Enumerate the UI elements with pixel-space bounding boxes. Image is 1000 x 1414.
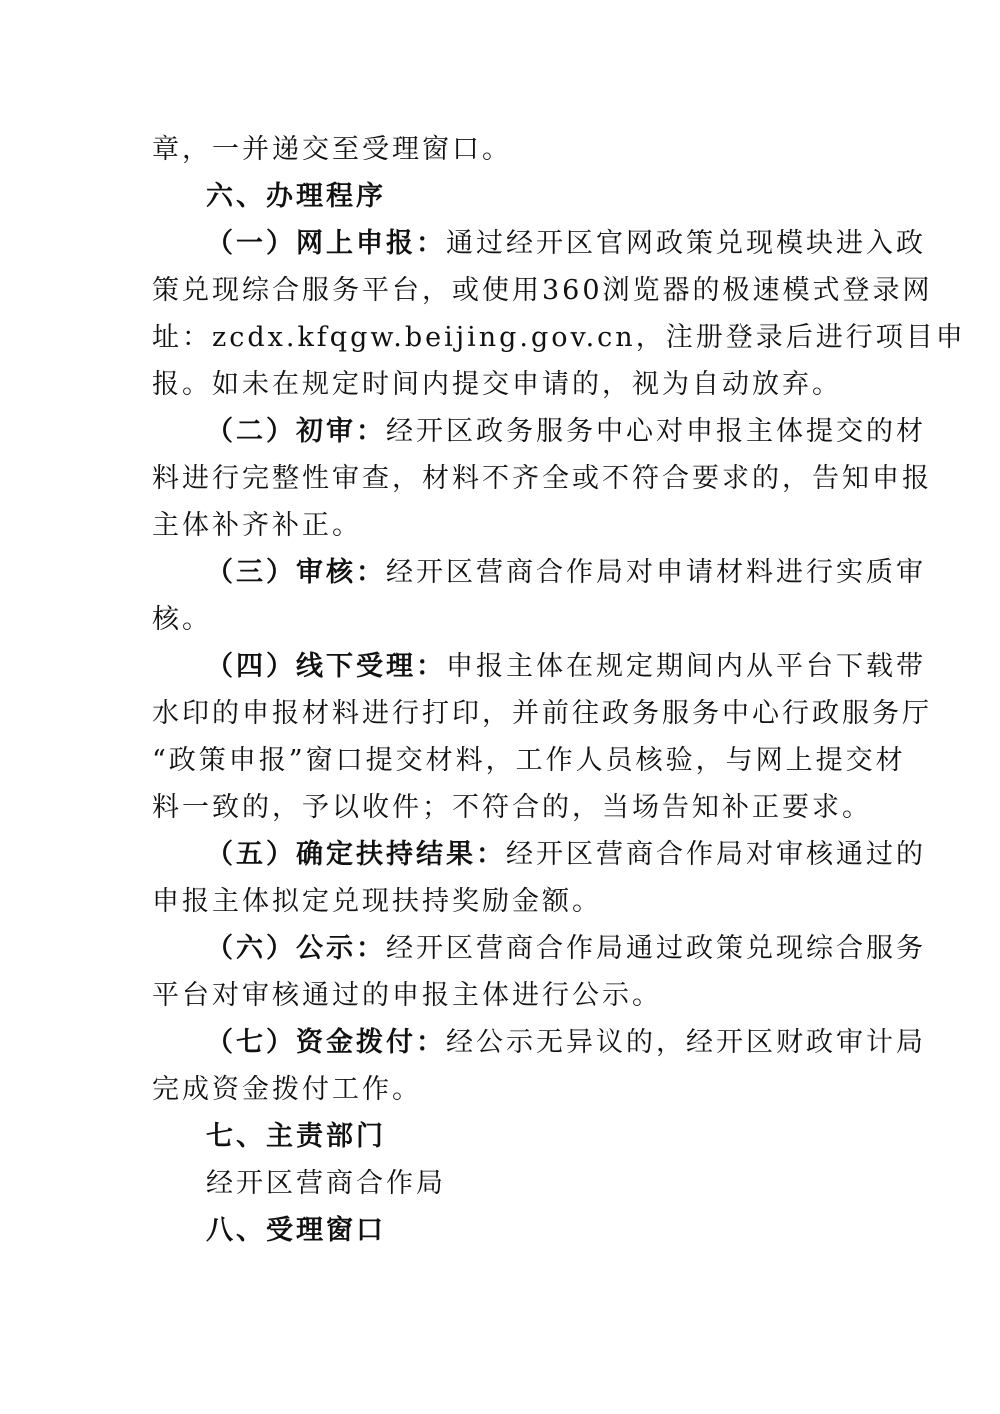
paragraph-audit xyxy=(152,549,926,643)
paragraph-lead: （五）确定扶持结果： xyxy=(206,839,506,870)
paragraph-lead: （四）线下受理： xyxy=(206,651,446,682)
document-body xyxy=(152,126,966,1254)
paragraph-initial-review xyxy=(152,408,932,549)
paragraph-continuation-line: 章，一并递交至受理窗口。 xyxy=(152,134,512,165)
paragraph-text: 经开区政务服务中心对申报主体提交的材 xyxy=(386,416,926,447)
section-heading-acceptance-window: 八、受理窗口 xyxy=(206,1215,386,1246)
paragraph-support-result xyxy=(152,831,926,925)
paragraph-online-application xyxy=(152,220,966,408)
paragraph-line: 主体补齐补正。 xyxy=(152,510,362,541)
paragraph-line: “政策申报”窗口提交材料，工作人员核验，与网上提交材 xyxy=(152,745,906,776)
paragraph-line: 水印的申报材料进行打印，并前往政务服务中心行政服务厅 xyxy=(152,698,932,729)
paragraph-line: 平台对审核通过的申报主体进行公示。 xyxy=(152,980,662,1011)
section-heading-procedure: 六、办理程序 xyxy=(206,181,386,212)
paragraph-text: 申报主体在规定期间内从平台下载带 xyxy=(446,651,926,682)
paragraph-line xyxy=(152,925,926,972)
paragraph-publicity xyxy=(152,925,926,1019)
paragraph-fund-disbursement xyxy=(152,1019,926,1113)
paragraph-lead: （六）公示： xyxy=(206,933,386,964)
paragraph-line: 报。如未在规定时间内提交申请的，视为自动放弃。 xyxy=(152,369,842,400)
paragraph-text: 经开区营商合作局对审核通过的 xyxy=(506,839,926,870)
paragraph-lead: （一）网上申报： xyxy=(206,228,446,259)
paragraph-lead: （三）审核： xyxy=(206,557,386,588)
paragraph-text: 经公示无异议的，经开区财政审计局 xyxy=(446,1027,926,1058)
paragraph-offline-acceptance xyxy=(152,643,932,831)
paragraph-line: 完成资金拨付工作。 xyxy=(152,1074,422,1105)
section-heading-responsible-department: 七、主责部门 xyxy=(206,1121,386,1152)
paragraph-text: 经开区营商合作局通过政策兑现综合服务 xyxy=(386,933,926,964)
paragraph-line: 料一致的，予以收件；不符合的，当场告知补正要求。 xyxy=(152,792,872,823)
paragraph-line: 料进行完整性审查，材料不齐全或不符合要求的，告知申报 xyxy=(152,463,932,494)
paragraph-line xyxy=(152,220,926,267)
paragraph-line xyxy=(152,831,926,878)
paragraph-line xyxy=(152,643,926,690)
paragraph-text: 通过经开区官网政策兑现模块进入政 xyxy=(446,228,926,259)
paragraph-lead: （七）资金拨付： xyxy=(206,1027,446,1058)
paragraph-line xyxy=(152,549,926,596)
paragraph-department-name: 经开区营商合作局 xyxy=(206,1168,446,1199)
paragraph-line: 址：zcdx.kfqgw.beijing.gov.cn，注册登录后进行项目申 xyxy=(152,322,966,353)
paragraph-line: 策兑现综合服务平台，或使用360浏览器的极速模式登录网 xyxy=(152,275,933,306)
paragraph-line xyxy=(152,408,926,455)
paragraph-line: 申报主体拟定兑现扶持奖励金额。 xyxy=(152,886,602,917)
paragraph-lead: （二）初审： xyxy=(206,416,386,447)
paragraph-line: 核。 xyxy=(152,604,212,635)
paragraph-line xyxy=(152,1019,926,1066)
paragraph-text: 经开区营商合作局对申请材料进行实质审 xyxy=(386,557,926,588)
